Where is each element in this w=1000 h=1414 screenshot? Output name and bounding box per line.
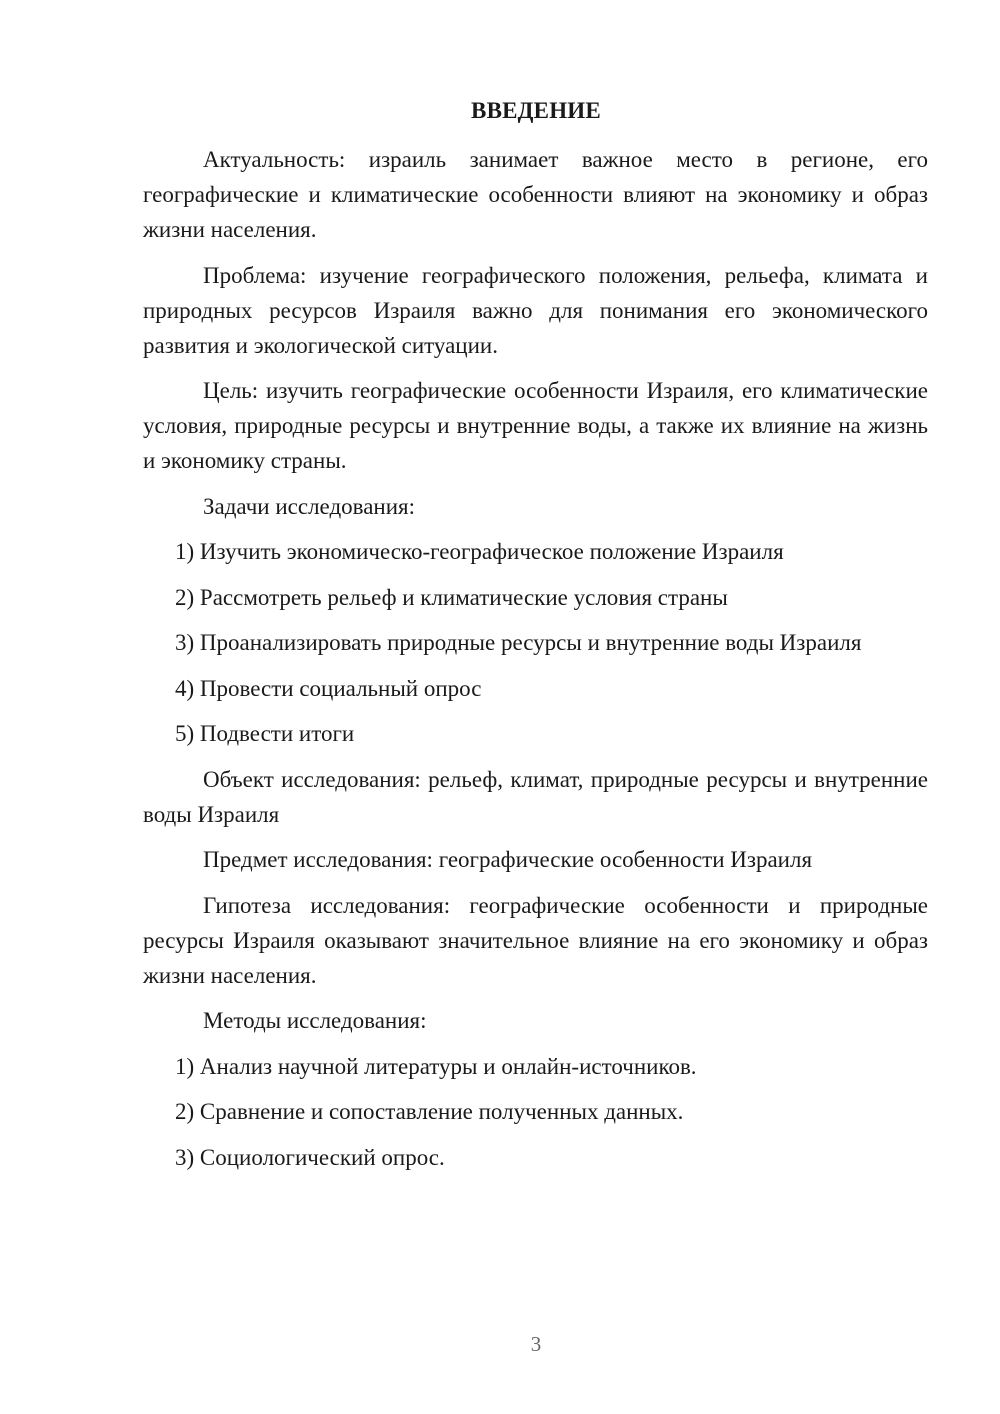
list-item: 4) Провести социальный опрос	[175, 675, 482, 701]
list-item: 5) Подвести итоги	[175, 721, 355, 746]
list-item: 2) Рассмотреть рельеф и климатические условия страны	[175, 584, 728, 610]
page-body	[143, 142, 928, 1185]
page-title: ВВЕДЕНИЕ	[471, 98, 601, 123]
methods-label: Методы исследования:	[203, 1008, 427, 1033]
tasks-label: Задачи исследования:	[203, 493, 416, 519]
problem-paragraph: Проблема: изучение географического положения, рельефа, климата и природных ресурсов Израиля важно для понимания его экономического развития и экологической ситуации.	[143, 262, 928, 358]
goal-paragraph: Цель: изучить географические особенности Израиля, его климатические условия, природные ресурсы и внутренние воды, а также их влияние на жизнь и экономику страны.	[143, 378, 928, 473]
list-item: 2) Сравнение и сопоставление полученных данных.	[175, 1099, 684, 1124]
subject-paragraph: Предмет исследования: географические особенности Израиля	[203, 847, 813, 872]
page-number: 3	[530, 1332, 542, 1356]
list-item: 1) Изучить экономическо-географическое положение Израиля	[175, 539, 784, 564]
object-paragraph: Объект исследования: рельеф, климат, природные ресурсы и внутренние воды Израиля	[143, 766, 928, 827]
list-item: 3) Социологический опрос.	[175, 1144, 445, 1170]
list-item: 3) Проанализировать природные ресурсы и внутренние воды Израиля	[175, 630, 862, 655]
relevance-paragraph: Актуальность: израиль занимает важное место в регионе, его географические и климатические особенности влияют на экономику и образ жизни населения.	[143, 147, 928, 242]
methods-list	[143, 1049, 928, 1175]
tasks-list	[143, 534, 928, 751]
hypothesis-paragraph: Гипотеза исследования: географические особенности и природные ресурсы Израиля оказывают значительное влияние на его экономику и образ жизни населения.	[143, 892, 928, 988]
list-item: 1) Анализ научной литературы и онлайн-источников.	[175, 1053, 697, 1079]
